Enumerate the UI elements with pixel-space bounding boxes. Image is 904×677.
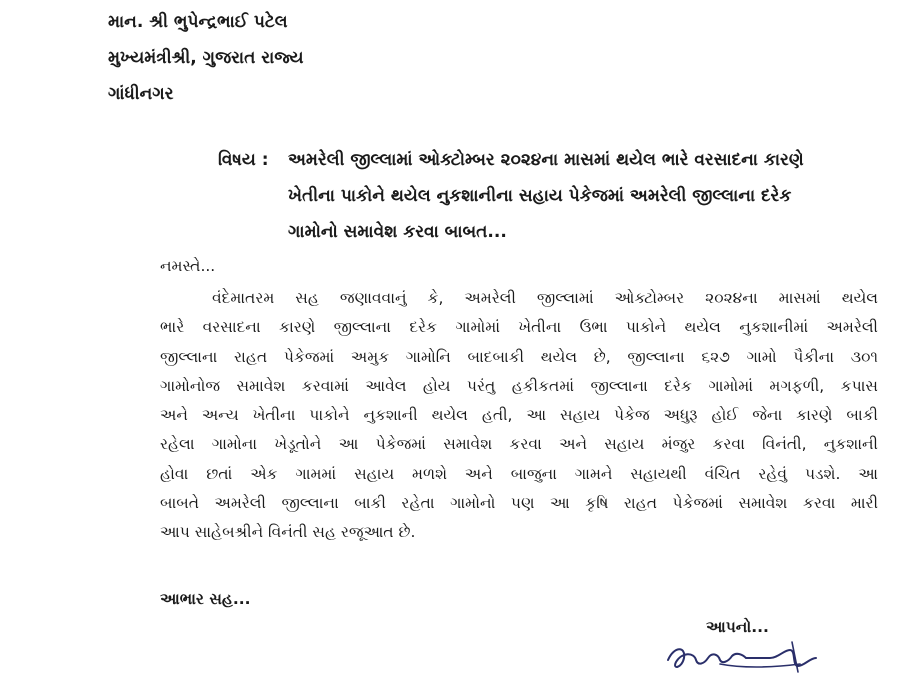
body-line: ભારે વરસાદના કારણે જીલ્લાના દરેક ગામોમાં ખેતીના ઉભા પાકોને થયેલ નુકશાનીમાં અમરેલી	[160, 318, 878, 337]
subject-line-2: ખેતીના પાકોને થયેલ નુકશાનીના સહાય પેકેજમાં અમરેલી જીલ્લાના દરેક	[288, 186, 792, 206]
body-line: જીલ્લાના રાહત પેકેજમાં અમુક ગામોનિ બાદબાકી થયેલ છે, જીલ્લાના ૬૨૭ ગામો પૈકીના ૩૦૧	[160, 347, 878, 366]
subject-line-3: ગામોનો સમાવેશ કરવા બાબત...	[288, 222, 507, 242]
body-line: હોવા છતાં એક ગામમાં સહાય મળશે અને બાજુના ગામને સહાયથી વંચિત રહેવું પડશે. આ	[160, 464, 878, 483]
body-line: બાબતે અમરેલી જીલ્લાના બાકી રહેતા ગામોનો પણ આ કૃષિ રાહત પેકેજમાં સમાવેશ કરવા મારી	[160, 494, 878, 513]
body-line: ગામોનોજ સમાવેશ કરવામાં આવેલ હોય પરંતુ હકીકતમાં જીલ્લાના દરેક ગામોમાં મગફળી, કપાસ	[160, 376, 878, 395]
yours-faithfully: આપનો...	[706, 618, 769, 636]
subject-label: વિષય :	[218, 150, 269, 170]
subject-line-1: અમરેલી જીલ્લામાં ઓક્ટોમ્બર ૨૦૨૪ના માસમાં થયેલ ભારે વરસાદના કારણે	[288, 150, 804, 170]
body-line: અને અન્ય ખેતીના પાકોને નુકશાની થયેલ હતી, આ સહાય પેકેજ અધુરૂ હોઈ જેના કારણે બાકી	[160, 406, 878, 425]
body-line: આપ સાહેબશ્રીને વિનંતી સહ રજૂઆત છે.	[160, 523, 416, 542]
signature-icon	[660, 638, 840, 677]
addressee-designation: મુખ્યમંત્રીશ્રી, ગુજરાત રાજ્ય	[108, 48, 304, 68]
addressee-city: ગાંધીનગર	[108, 84, 174, 104]
greeting: નમસ્તે...	[160, 257, 216, 275]
body-line: વંદેમાતરમ સહ જણાવવાનું કે, અમરેલી જીલ્લામાં ઓક્ટોમ્બર ૨૦૨૪ના માસમાં થયેલ	[212, 289, 878, 307]
body-line: રહેલા ગામોના ખેડૂતોને આ પેકેજમાં સમાવેશ કરવા અને સહાય મંજુર કરવા વિનંતી, નુકશાની	[160, 435, 878, 454]
closing-text: આભાર સહ...	[160, 590, 251, 608]
addressee-name: માન. શ્રી ભુપેન્દ્રભાઈ પટેલ	[108, 12, 288, 32]
letter-body	[160, 284, 878, 548]
